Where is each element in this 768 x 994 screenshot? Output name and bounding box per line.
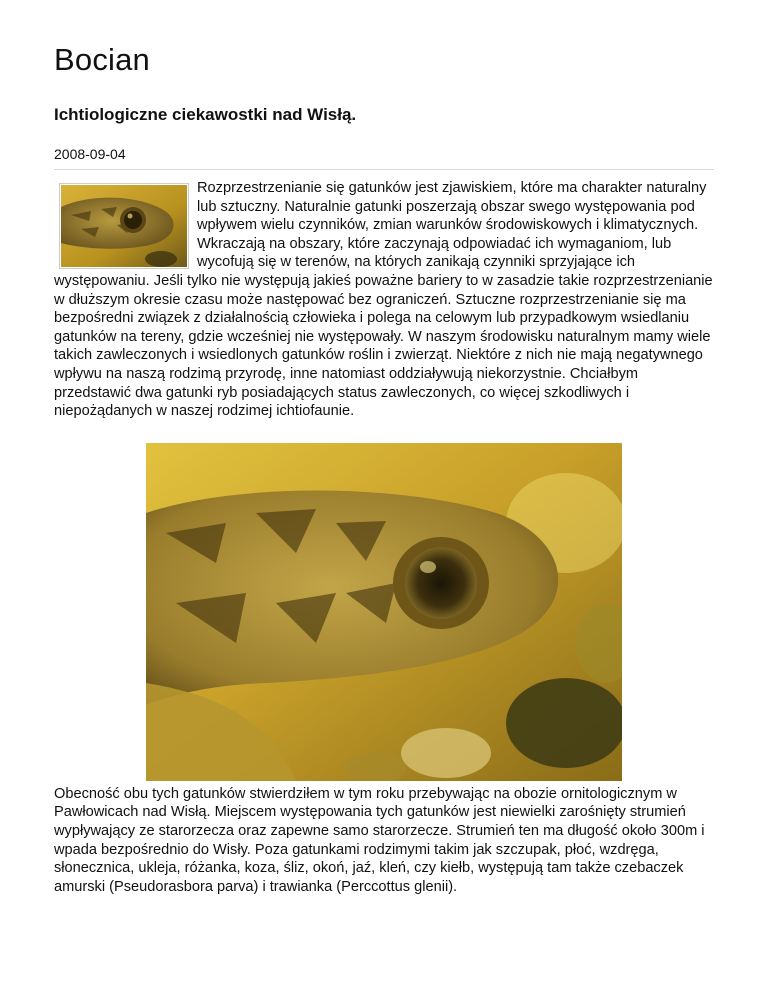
paragraph-intro: Rozprzestrzenianie się gatunków jest zjawiskiem, które ma charakter naturalny lub sztuczny. Naturalnie gatunki poszerzają obszar swego występowania pod wpływem wielu czynników, zmian warunków środowiskowych i klimatycznych. Wkraczają na obszary, które zaczynają odpowiadać ich wymaganiom, lub wycofują się w terenów, na których zanikają czynniki sprzyjające ich występowaniu. Jeśli tylko nie występują jakieś poważne bariery to w zasadzie takie rozprzestrzenianie w dłuższym okresie czasu może następować bez ograniczeń. Sztuczne rozprzestrzenianie się ma bezpośredni związek z działalnością człowieka i polega na celowym lub przypadkowym wsiedlaniu gatunków na tereny, gdzie wcześniej nie występowały. W naszym środowisku naturalnym mamy wiele takich zawleczonych i wsiedlonych gatunków roślin i zwierząt. Niektóre z nich nie mają negatywnego wpływu na naszą rodzimą przyrodę, inne natomiast oddziaływują niekorzystnie. Chciałbym przedstawić dwa gatunki ryb posiadających status zawleczonych, co więcej szkodliwych i niepożądanych w naszej rodzimej ichtiofaunie. bbox=[54, 180, 713, 420]
site-title[interactable]: Bocian bbox=[54, 42, 150, 77]
fish-thumbnail-image[interactable] bbox=[59, 183, 189, 269]
post-title[interactable]: Ichtiologiczne ciekawostki nad Wisłą. bbox=[54, 105, 357, 124]
paragraph-observation: Obecność obu tych gatunków stwierdziłem w tym roku przebywając na obozie ornitologicznym w Pawłowicach nad Wisłą. Miejscem występowania tych gatunków jest niewielki zarośnięty strumień wypływający ze starorzecza oraz zapewne samo starorzecze. Strumień ten ma długość około 300m i wpada bezpośrednio do Wisły. Poza gatunkami rodzimymi takim jak szczupak, płoć, wzdręga, słonecznica, ukleja, różanka, koza, śliz, okoń, jaź, kleń, czy kiełb, występują tam także czebaczek amurski (Pseudorasbora parva) i trawianka (Perccottus glenii). bbox=[54, 785, 705, 895]
fish-head-photo bbox=[146, 443, 622, 781]
post-content bbox=[54, 179, 719, 896]
post-date: 2008-09-04 bbox=[54, 146, 126, 162]
fish-thumbnail-photo bbox=[61, 185, 187, 267]
fish-photo-image[interactable] bbox=[146, 443, 622, 781]
divider bbox=[54, 169, 714, 170]
